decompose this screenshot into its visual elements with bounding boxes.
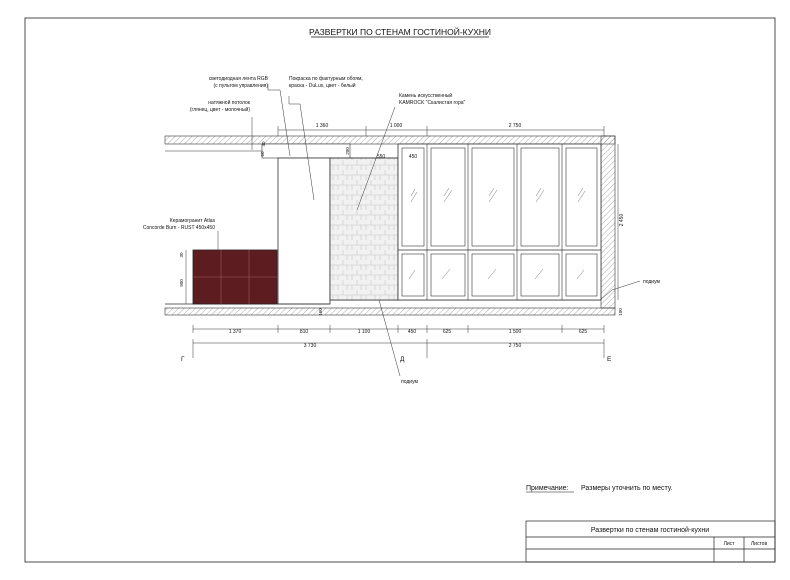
dim-bottom-1: 1 370 [228, 329, 242, 335]
note-podium-bottom: подиум [401, 379, 418, 385]
note-text: Размеры уточнить по месту. [581, 485, 673, 492]
dim-total-1: 3 730 [303, 343, 317, 349]
note-ceiling: натяжной потолок [208, 100, 250, 106]
axis-label-3: Е [607, 356, 612, 363]
right-wall [601, 136, 615, 308]
dim-bottom-4: 450 [407, 329, 417, 335]
dim-top-3: 2 750 [508, 123, 522, 129]
title-block-sheets: Листов [750, 541, 768, 547]
dim-bottom-5: 625 [442, 329, 452, 335]
note-porcelain-2: Concorde Burn - RUST 450х450 [142, 225, 215, 231]
axis-lines [193, 347, 604, 358]
dim-ceiling-60: 60 [260, 151, 265, 157]
dim-bottom-6: 1 500 [508, 329, 522, 335]
axis-label-2: Д [400, 356, 405, 363]
dim-ceiling-200: 200 [345, 147, 350, 155]
title-block-sheet: Лист [723, 541, 735, 547]
porcelain-tile-block [193, 250, 277, 304]
note-podium-right: подиум [643, 279, 660, 285]
sheet-title: РАЗВЕРТКИ ПО СТЕНАМ ГОСТИНОЙ-КУХНИ [308, 27, 492, 37]
note-stone-2: KAMROCK "Скалистая гора" [399, 100, 466, 106]
stone-panel [330, 158, 398, 300]
dim-podium-100: 100 [618, 308, 623, 316]
dim-tile-30: 30 [179, 252, 184, 258]
wardrobe [398, 144, 601, 300]
dim-bottom-2: 810 [299, 329, 309, 335]
floor-slab [165, 308, 615, 315]
dim-bottom-7: 625 [578, 329, 588, 335]
title-block-name: Развертки по стенам гостиной-кухни [590, 527, 710, 534]
note-ceiling-2: (глянец, цвет - молочный) [189, 107, 250, 113]
axis-label-1: Г [181, 356, 185, 363]
dim-height-2450: 2 450 [619, 213, 625, 227]
note-porcelain: Керамогранит Atlas [169, 218, 215, 224]
dim-bottom-3: 1 100 [357, 329, 371, 335]
note-stone: Камень искусственный [399, 93, 453, 99]
dim-top-1: 1 360 [315, 123, 329, 129]
note-led-strip: светодиодная лента RGB [208, 76, 268, 82]
dim-stone-width: 550 [376, 154, 386, 160]
dim-top-2: 1 000 [389, 123, 403, 129]
dim-tile-900: 900 [179, 279, 184, 287]
note-paint-2: краска - DuLux, цвет - белый [289, 83, 356, 89]
note-led-strip-2: (с пультом управления) [213, 83, 268, 89]
dim-total-2: 2 750 [508, 343, 522, 349]
note-paint: Покраска по фактурным обоям, [289, 76, 363, 82]
wall-opening [278, 158, 330, 304]
dim-floor-160: 160 [318, 308, 323, 316]
ceiling-slab [165, 136, 615, 144]
note-label: Примечание: [526, 485, 569, 492]
dim-ceiling-40: 40 [261, 141, 266, 147]
bottom-dimension-chain [193, 325, 604, 347]
dim-upper-450: 450 [408, 154, 418, 160]
